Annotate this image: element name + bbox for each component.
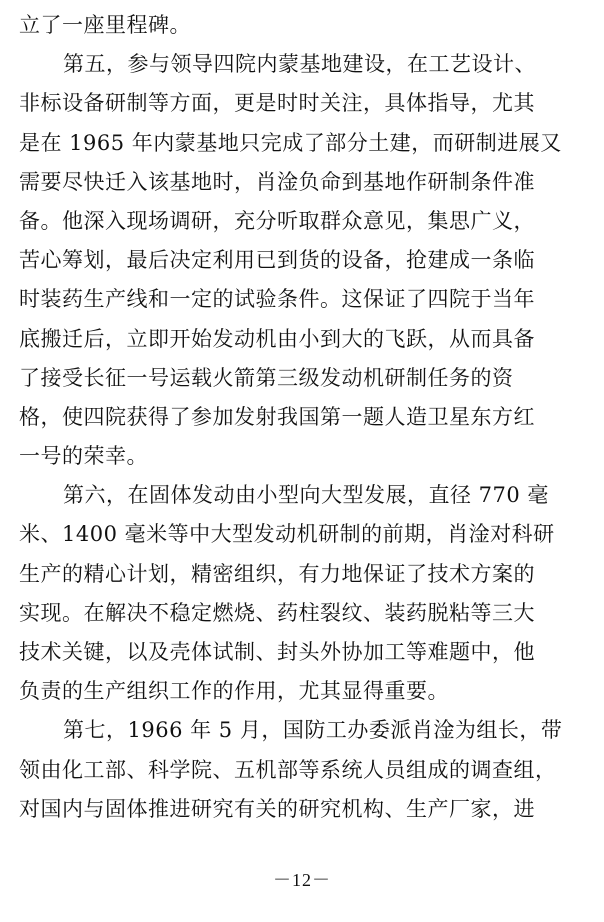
text-line: 底搬迁后，立即开始发动机由小到大的飞跃，从而具备 <box>19 326 535 351</box>
text-line: 生产的精心计划，精密组织，有力地保证了技术方案的 <box>19 561 535 586</box>
text-line: 第六，在固体发动由小型向大型发展，直径 770 毫 <box>63 483 549 508</box>
text-line: 负责的生产组织工作的作用，尤其显得重要。 <box>19 679 449 704</box>
text-line: 一号的荣幸。 <box>19 444 148 469</box>
text-line: 时装药生产线和一定的试验条件。这保证了四院于当年 <box>19 287 535 312</box>
text-line: 了接受长征一号运载火箭第三级发动机研制任务的资 <box>19 365 514 390</box>
text-line: 技术关键，以及壳体试制、封头外协加工等难题中，他 <box>19 640 535 664</box>
text-line: 非标设备研制等方面，更是时时关注，具体指导，尤其 <box>19 91 535 116</box>
text-line: 实现。在解决不稳定燃烧、药柱裂纹、装药脱粘等三大 <box>19 600 535 625</box>
page-number: －12－ <box>273 870 331 890</box>
text-line: 第五，参与领导四院内蒙基地建设，在工艺设计、 <box>63 52 536 77</box>
text-line: 苦心筹划，最后决定利用已到货的设备，抢建成一条临 <box>19 248 535 273</box>
text-line: 第七，1966 年 5 月，国防工办委派肖淦为组长，带 <box>63 718 563 743</box>
text-line: 备。他深入现场调研，充分听取群众意见，集思广义， <box>19 208 535 233</box>
text-line: 格，使四院获得了参加发射我国第一题人造卫星东方红 <box>19 404 535 429</box>
text-line: 米、1400 毫米等中大型发动机研制的前期，肖淦对科研 <box>19 522 555 547</box>
text-line: 需要尽快迁入该基地时，肖淦负命到基地作研制条件准 <box>19 169 535 194</box>
body-text <box>19 6 585 829</box>
text-line: 立了一座里程碑。 <box>19 13 191 37</box>
text-line: 是在 1965 年内蒙基地只完成了部分土建，而研制进展又 <box>19 130 562 155</box>
text-line: 领由化工部、科学院、五机部等系统人员组成的调查组， <box>19 757 557 782</box>
text-line: 对国内与固体推进研究有关的研究机构、生产厂家，进 <box>19 796 535 821</box>
